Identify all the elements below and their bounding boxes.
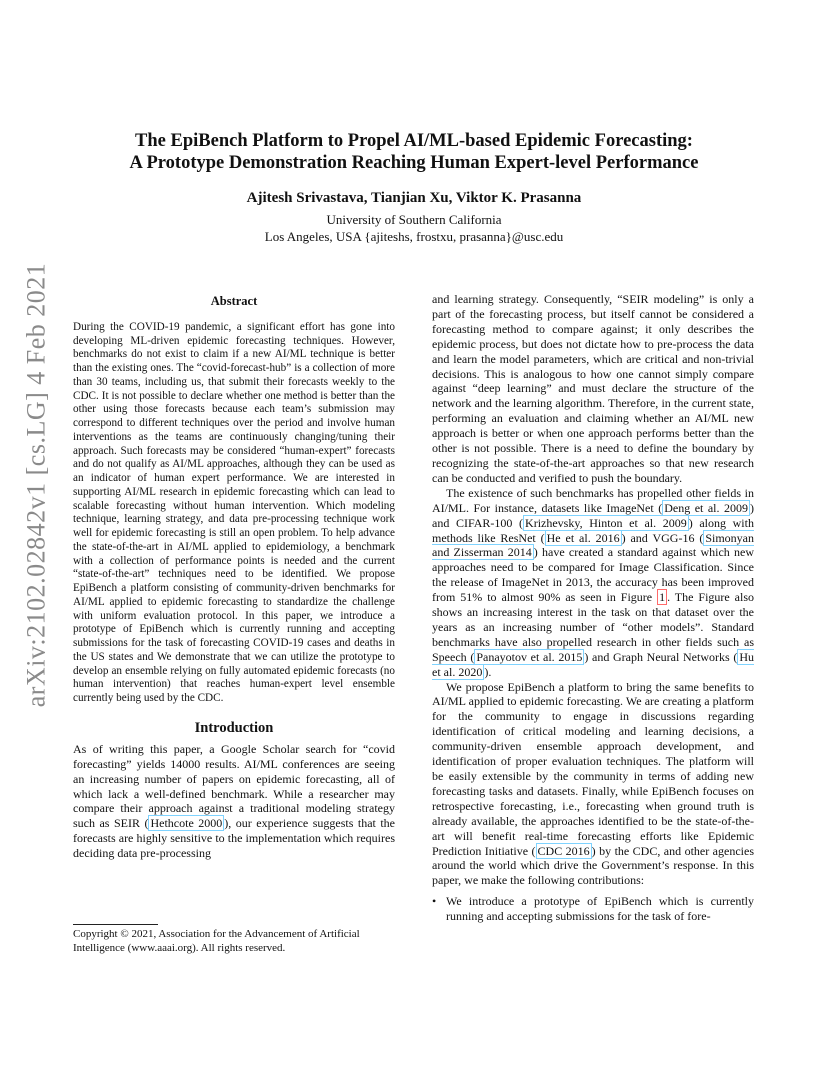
p2-b: ) and CIFAR-100 ( xyxy=(432,500,755,530)
title-line-1: The EpiBench Platform to Propel AI/ML-based Epidemic Forecasting: xyxy=(135,131,693,151)
citation-link[interactable]: Krizhevsky, Hinton et al. 2009 xyxy=(525,515,687,530)
p2-h: ). xyxy=(484,664,492,679)
p2-d: ) and VGG-16 ( xyxy=(621,530,704,545)
affiliation-line-1: University of Southern California xyxy=(326,212,502,227)
footnote-divider xyxy=(73,924,158,925)
arxiv-stamp-text: arXiv:2102.02842v1 [cs.LG] 4 Feb 2021 xyxy=(21,262,50,708)
citation-link[interactable]: Simonyan and Zisserman 2014 xyxy=(432,530,754,560)
paper-title xyxy=(74,130,754,174)
citation-link[interactable]: Panayotov et al. 2015 xyxy=(476,649,583,664)
authors: Ajitesh Srivastava, Tianjian Xu, Viktor K. Prasanna xyxy=(246,190,582,206)
abstract-heading: Abstract xyxy=(210,294,258,308)
arxiv-stamp xyxy=(6,262,66,708)
citation-link[interactable]: Hethcote 2000 xyxy=(150,816,223,831)
affiliation-line-2: Los Angeles, USA {ajiteshs, frostxu, prasanna}@usc.edu xyxy=(264,229,564,244)
citation-link[interactable]: Hu et al. 2020 xyxy=(432,649,754,679)
p3-b: ) by the CDC, and other agencies around the world which drive the Government’s response. In this paper, we make the following contributions: xyxy=(432,843,754,888)
right-column xyxy=(432,292,754,924)
copyright-footnote: Copyright © 2021, Association for the Advancement of Artificial Intelligence (www.aaai.org). All rights reserved. xyxy=(73,928,360,954)
right-paragraph-2 xyxy=(432,486,754,680)
affiliation xyxy=(74,211,754,245)
p2-c: ) along with methods like ResNet ( xyxy=(432,515,754,545)
p2-g: ) and Graph Neural Networks ( xyxy=(584,649,738,664)
p2-f: . The Figure also shows an increasing interest in the task on that dataset over the years as an increasing number of “other models”. Standard benchmarks have also propelled research in other fields such as Speech ( xyxy=(432,590,754,664)
p3-a: We propose EpiBench a platform to bring the same benefits to AI/ML applied to epidemic forecasting. We are creating a platform for the community to engage in discussions regarding identification of critical modeling and learning decisions, a community-driven ensemble approach development, and identification of proper evaluation techniques. The platform will be easily extensible by the community in terms of adding new forecasting tasks and datasets. Finally, while EpiBench focuses on retrospective forecasting, i.e., forecasting when ground truth is already available, the approaches identified to be the state-of-the-art will benefit real-time forecasting efforts like Epidemic Prediction Initiative ( xyxy=(432,679,754,858)
contribution-item: • We introduce a prototype of EpiBench which is currently running and accepting submissions for the task of fore- xyxy=(432,894,754,924)
right-paragraph-3 xyxy=(432,680,754,889)
right-paragraph-1: and learning strategy. Consequently, “SEIR modeling” is only a part of the forecasting process, but itself cannot be considered a forecasting method to compare against; it only describes the epidemic process, but does not dictate how to pre-process the data and learn the model parameters, which are critical and non-trivial decisions. This is analogous to how one cannot simply compare against “deep learning” and must declare the structure of the network and the learning algorithm. Therefore, in the current state, performing an evaluation and claiming whether an AI/ML new approach is better or when one approach performs better than the other is not possible. There is a need to define the boundary by recognizing the state-of-the-art approaches so that new research can be conducted and verified to push the boundary. xyxy=(432,292,754,485)
contributions-list xyxy=(432,894,754,924)
introduction-heading: Introduction xyxy=(194,719,274,736)
abstract-text: During the COVID-19 pandemic, a significant effort has gone into developing ML-driven epidemic forecasting techniques. However, benchmarks do not exist to claim if a new AI/ML technique is better than the existing ones. The “covid-forecast-hub” is a collection of more than 30 teams, including us, that submit their forecasts weekly to the CDC. It is not possible to declare whether one method is better than the other using those forecasts because each team’s submission may correspond to different techniques over the period and involve human interventions as the teams are continuously changing/tuning their approach. Such forecasts may be considered “human-expert” forecasts and do not qualify as AI/ML approaches, although they can be used as an indicator of human expert performance. We are interested in supporting AI/ML research in epidemic forecasting which can lead to scalable forecasting without human intervention. Which modeling technique, learning strategy, and data pre-processing technique work well for epidemic forecasting is still an open problem. To help advance the state-of-the-art in AI/ML applied to epidemiology, a benchmark with a collection of performance points is needed and the current “state-of-the-art” techniques need to be identified. We propose EpiBench a platform consisting of community-driven benchmarks for AI/ML applied to epidemic forecasting to standardize the challenge with uniform evaluation protocol. In this paper, we introduce a prototype of EpiBench which is currently running and accepting submissions for the task of forecasting COVID-19 cases and deaths in the US states and We demonstrate that we can utilize the prototype to develop an ensemble relying on fully automated epidemic forecasts (no human intervention) that reaches human-expert level ensemble currently being used by the CDC. xyxy=(73,320,395,705)
left-column xyxy=(73,294,395,861)
citation-link[interactable]: CDC 2016 xyxy=(537,843,590,858)
intro-p1-b: ), our experience suggests that the forecasts are highly sensitive to the implementation which requires deciding data pre-processing xyxy=(73,816,396,861)
title-line-2: A Prototype Demonstration Reaching Human Expert-level Performance xyxy=(129,153,699,173)
p2-e: ) have created a standard against which new approaches need to be compared for Image Classification. Since the release of ImageNet in 2013, the accuracy has been improved from 51% to almost 90% as seen in Figure xyxy=(432,545,754,605)
intro-paragraph-1 xyxy=(73,742,395,861)
citation-link[interactable]: He et al. 2016 xyxy=(546,530,620,545)
p2-a: The existence of such benchmarks has propelled other fields in AI/ML. For instance, datasets like ImageNet ( xyxy=(432,485,754,515)
intro-p1-a: As of writing this paper, a Google Scholar search for “covid forecasting” yields 14000 results. AI/ML conferences are seeing an increasing number of papers on epidemic forecasting, all of which lack a well-defined benchmark. While a researcher may compare their approach against a traditional modeling strategy such as SEIR ( xyxy=(73,741,395,831)
figure-reference-link[interactable]: 1 xyxy=(659,590,666,605)
citation-link[interactable]: Deng et al. 2009 xyxy=(664,500,749,515)
